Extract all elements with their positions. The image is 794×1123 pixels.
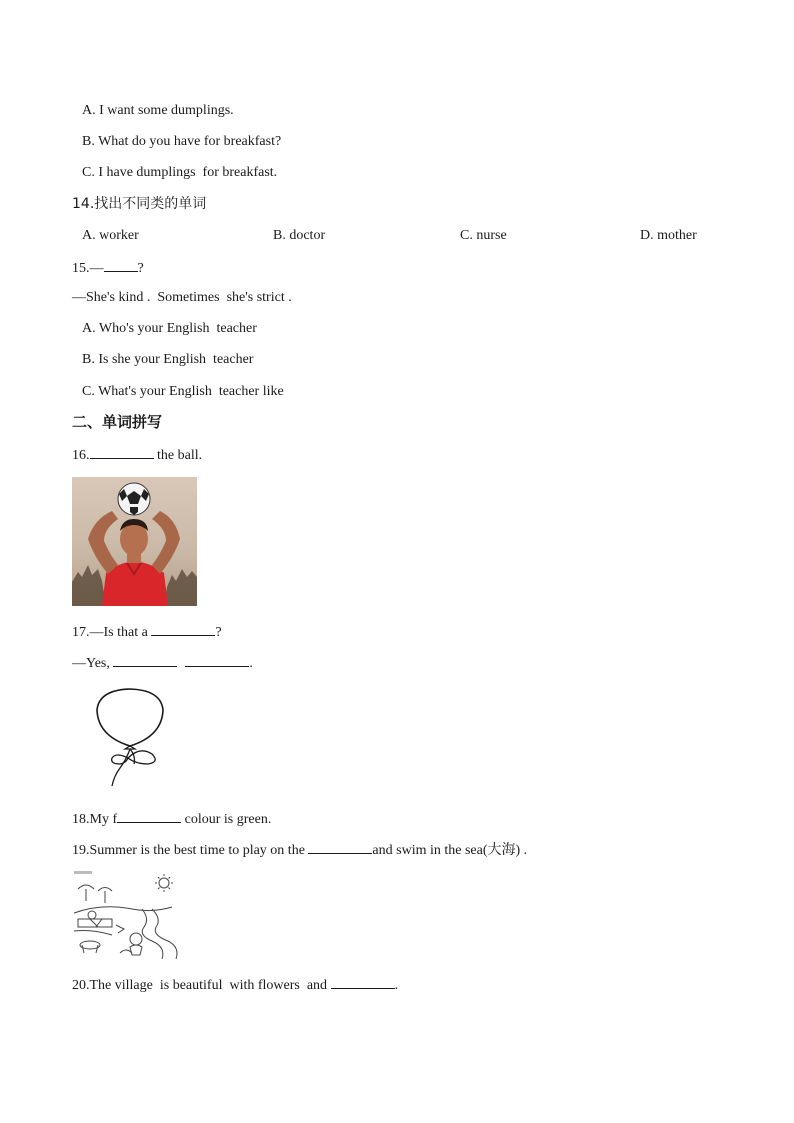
q14-stem: 14.找出不同类的单词 [72, 196, 207, 212]
q17-answer-blank-2 [185, 653, 249, 667]
section-title: 二、单词拼写 [72, 413, 163, 431]
q14-option-a: A. worker [82, 228, 139, 243]
q17-answer-prefix: —Yes, [72, 656, 114, 671]
q15-option-b: B. Is she your English teacher [82, 352, 254, 367]
q20-blank [331, 975, 395, 989]
q19-blank [308, 840, 372, 854]
q17-prefix: 17.—Is that a [72, 625, 152, 640]
q14-option-c: C. nurse [460, 228, 507, 243]
q17-question [72, 622, 222, 642]
balloon-illustration [90, 686, 170, 792]
beach-scene-drawing [72, 869, 192, 961]
q20-suffix: . [394, 978, 399, 993]
q15-stem-suffix: ? [137, 261, 144, 276]
q13-option-a: A. I want some dumplings. [82, 103, 234, 118]
q17-answer [72, 653, 253, 673]
q19-prefix: 19.Summer is the best time to play on the [72, 843, 309, 858]
q14-option-d: D. mother [640, 228, 697, 243]
q13-option-c: C. I have dumplings for breakfast. [82, 165, 278, 180]
q17-answer-suffix: . [249, 656, 253, 671]
q19-text [72, 840, 527, 860]
balloon-drawing [90, 686, 170, 792]
q15-stem-prefix: 15.— [72, 261, 104, 276]
q17-blank [151, 622, 215, 636]
q20-prefix: 20.The village is beautiful with flowers and [72, 978, 331, 993]
q20-text [72, 975, 398, 995]
q15-answer-line: —She's kind . Sometimes she's strict . [72, 290, 292, 305]
q17-suffix: ? [215, 625, 222, 640]
q15-option-c: C. What's your English teacher like [82, 384, 284, 399]
q18-prefix: 18.My f [72, 812, 118, 827]
q19-suffix: and swim in the sea(大海) . [372, 843, 528, 858]
q13-option-b: B. What do you have for breakfast? [82, 134, 282, 149]
q15-option-a: A. Who's your English teacher [82, 321, 257, 336]
q18-text [72, 809, 271, 829]
q17-answer-blank-1 [113, 653, 177, 667]
q16-blank [90, 445, 154, 459]
q15-stem [72, 258, 144, 278]
man-holding-ball-illustration [72, 477, 197, 606]
q16-suffix: the ball. [153, 448, 203, 463]
man-holding-ball-photo [72, 477, 197, 606]
q15-blank [104, 258, 138, 272]
q16-prefix: 16. [72, 448, 90, 463]
q18-suffix: colour is green. [181, 812, 272, 827]
beach-scene-illustration [72, 869, 192, 961]
q14-option-b: B. doctor [273, 228, 326, 243]
q16-text [72, 445, 202, 465]
q18-blank [117, 809, 181, 823]
